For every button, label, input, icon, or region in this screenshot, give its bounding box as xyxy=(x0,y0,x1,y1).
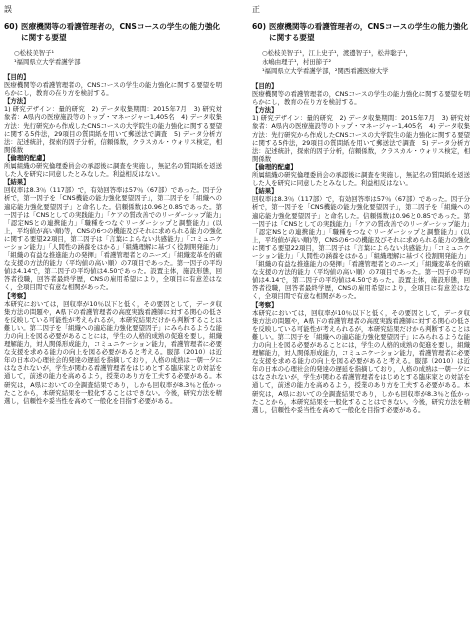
section-body: 医療機関等の看護管理者の，CNSコースの学生の能力強化に関する要望を明らかにし，教育の在り方を検討する。 xyxy=(252,90,470,107)
section-body: 所属組織の研究倫理委員会の承認後に調査を実施し，無記名の質問紙を返送した人を研究に同意したとみなした。利益相反はない。 xyxy=(252,171,470,188)
section-purpose xyxy=(4,73,222,97)
section-discussion xyxy=(252,301,470,414)
section-discussion xyxy=(4,292,222,405)
abstract-title-text: 医療機関等の看護管理者の，CNSコースの学生の能力強化に関する要望 xyxy=(269,22,469,42)
section-results xyxy=(252,187,470,300)
section-method xyxy=(252,106,470,163)
section-heading: 【結果】 xyxy=(4,178,30,187)
section-body: 医療機関等の看護管理者の，CNSコースの学生の能力強化に関する要望を明らかにし，教育の在り方を検討する。 xyxy=(4,81,222,98)
author-line-1: ○松枝美智子¹，江上史子¹，渡邊智子¹，松井聡子¹， xyxy=(262,49,413,57)
section-heading: 【考察】 xyxy=(4,291,30,300)
section-purpose xyxy=(252,82,470,106)
section-body: 本研究においては，回収率が10％以下と低く，その要因として，データ収集方法の問題や，A県下の看護管理者の高度実践看護師に対する関心の低さを反映している可能性が考えられるが，本研究結果だけから判断することは難しい。第二因子を「組織への適応能力強化要望因子」にみられるような能力の向上を図る必要があることには，学生の人格的成熟の促進を要し，組織理解能力，対人関係形成能力，コミュニケーション能力，看護管理者に必要な支援を求める能力の向上を図る必要があると考える。服部（2010）は近年の日本の心理社会的発達の遅延を指摘しており，人格の成熟は一朝一夕にはなされないが，学生が関わる看護管理者をはじめとする臨床家との対話を通して，前述の能力を高めるよう，授業のあり方を工夫する必要がある。本研究は，A県においての全調査結果であり，しかも回収率が8.3％と低かったことから，本研究結果を一般化することはできない。今後，研究方法を精選し，信頼性や妥当性を高めて一般化を目指す必要がある。 xyxy=(252,308,470,414)
section-heading: 【目的】 xyxy=(4,73,30,81)
incorrect-mark: 誤 xyxy=(4,5,12,14)
affiliation-1: ¹福岡県立大学看護学部， xyxy=(262,67,335,75)
section-results xyxy=(4,178,222,291)
section-body: 回収率は8.3％（117部）で，有効回答率は57％（67部）であった。因子分析で，第一因子を「CNS機能の能力強化要望因子」，第二因子を「組織への適応能力強化要望因子」と命名した。信頼係数は0.96と0.85であった。第一因子は「CNSとしての実践能力」「ケアの質改善でのリーダーシップ能力」「認定NSとの連携能力」「職種をつなぐリーダーシップと調整能力」(以上，平均値が高い順)等，CNSの6つの機能及びそれに求められる能力の強化に関する要望22項目，第二因子は「言葉によらない共感能力」「コミュニケーション能力」「人間性の涵養をはかる」「組織理解に基づく役割開発能力」「組織の有益な推進能力の発揮」「看護管理者とのニーズ」「組織変革を的確な支援の方法的能力（平均値の高い順）の7項目であった。第一因子の平均値は4.14で，第二因子の平均値は4.50であった。設置主体，施設形態，回答者役職，回答者最終学歴，CNSの雇用希望により，全項目に有意差はなく，全項目間で有意な相関があった。 xyxy=(4,186,222,292)
author-list xyxy=(252,49,470,67)
section-body: 1) 研究デザイン：量的研究 2) データ収集期間：2015年7月 3) 研究対象者：A県内の医療施設等のトップ・マネージャー1,405名 4) データ収集方法：先行研究から作成したCNSコースの大学院生の能力強化に関する要望に関する5件法，29項目の質問紙を用いて郵送法で調査 5) データ分析方法：記述統計，探索的因子分析，信頼係数，クラスカル・ウォリス検定，相関係数 xyxy=(252,114,470,163)
section-heading: 【結果】 xyxy=(252,187,278,196)
abstract-number: 60) xyxy=(4,22,19,31)
section-ethics xyxy=(4,154,222,178)
correct-column xyxy=(252,4,470,414)
section-method xyxy=(4,97,222,154)
section-heading: 【方法】 xyxy=(252,106,278,115)
section-ethics xyxy=(252,163,470,187)
affiliation: ¹福岡県立大学看護学部 xyxy=(14,58,81,66)
section-body: 所属組織の研究倫理委員会の承認後に調査を実施し，無記名の質問紙を返送した人を研究に同意したとみなした。利益相反はない。 xyxy=(4,162,222,179)
incorrect-column xyxy=(4,4,222,405)
section-heading: 【倫理的配慮】 xyxy=(252,162,297,171)
abstract-title-text: 医療機関等の看護管理者の，CNSコースの学生の能力強化に関する要望 xyxy=(21,22,221,42)
affiliation xyxy=(252,67,470,76)
section-body: 回収率は8.3％（117部）で，有効回答率は57％（67部）であった。因子分析で，第一因子を「CNS機能の能力強化要望因子」，第二因子を「組織への適応能力強化要望因子」と命名した。信頼係数は0.96と0.85であった。第一因子は「CNSとしての実践能力」「ケアの質改善でのリーダーシップ能力」「認定NSとの連携能力」「職種をつなぐリーダーシップと調整能力」(以上，平均値が高い順)等，CNSの6つの機能及びそれに求められる能力の強化に関する要望22項目，第二因子は「言葉によらない共感能力」「コミュニケーション能力」「人間性の涵養をはかる」「組織理解に基づく役割開発能力」「組織の有益な推進能力の発揮」「看護管理者とのニーズ」「組織変革を的確な支援の方法的能力（平均値の高い順）の7項目であった。第一因子の平均値は4.14で，第二因子の平均値は4.50であった。設置主体，施設形態，回答者役職，回答者最終学歴，CNSの雇用希望により，全項目に有意差はなく，全項目間で有意な相関があった。 xyxy=(252,195,470,301)
abstract-title xyxy=(4,21,222,43)
section-heading: 【倫理的配慮】 xyxy=(4,153,49,162)
section-heading: 【方法】 xyxy=(4,97,30,106)
section-heading: 【考察】 xyxy=(252,300,278,309)
section-body: 本研究においては，回収率が10％以下と低く，その要因として，データ収集方法の問題や，A県下の看護管理者の高度実践看護師に対する関心の低さを反映している可能性が考えられるが，本研究結果だけから判断することは難しい。第二因子を「組織への適応能力強化要望因子」にみられるような能力の向上を図る必要があることには，学生の人格的成熟の促進を要し，組織理解能力，対人関係形成能力，コミュニケーション能力，看護管理者に必要な支援を求める能力の向上を図る必要があると考える。服部（2010）は近年の日本の心理社会的発達の遅延を指摘しており，人格の成熟は一朝一夕にはなされないが，学生が関わる看護管理者をはじめとする臨床家との対話を通して，前述の能力を高めるよう，授業のあり方を工夫する必要がある。本研究は，A県においての全調査結果であり，しかも回収率が8.3％と低かったことから，本研究結果を一般化することはできない。今後，研究方法を精選し，信頼性や妥当性を高めて一般化を目指す必要がある。 xyxy=(4,299,222,405)
affiliation-2: ²関西看護医療大学 xyxy=(334,67,389,75)
abstract-number: 60) xyxy=(252,22,267,31)
author-list: ○松枝美智子¹ xyxy=(14,49,55,57)
abstract-title xyxy=(252,21,470,43)
correct-mark: 正 xyxy=(252,5,260,14)
author-line-2: 永嶋由理子¹，村田節子² xyxy=(262,58,332,66)
section-heading: 【目的】 xyxy=(252,82,278,90)
section-body: 1) 研究デザイン：量的研究 2) データ収集期間：2015年7月 3) 研究対象者：A県内の医療施設等のトップ・マネージャー1,405名 4) データ収集方法：先行研究から作成したCNSコースの大学院生の能力強化に関する要望に関する5件法，29項目の質問紙を用いて郵送法で調査 5) データ分析方法：記述統計，探索的因子分析，信頼係数，クラスカル・ウォリス検定，相関係数 xyxy=(4,105,222,154)
